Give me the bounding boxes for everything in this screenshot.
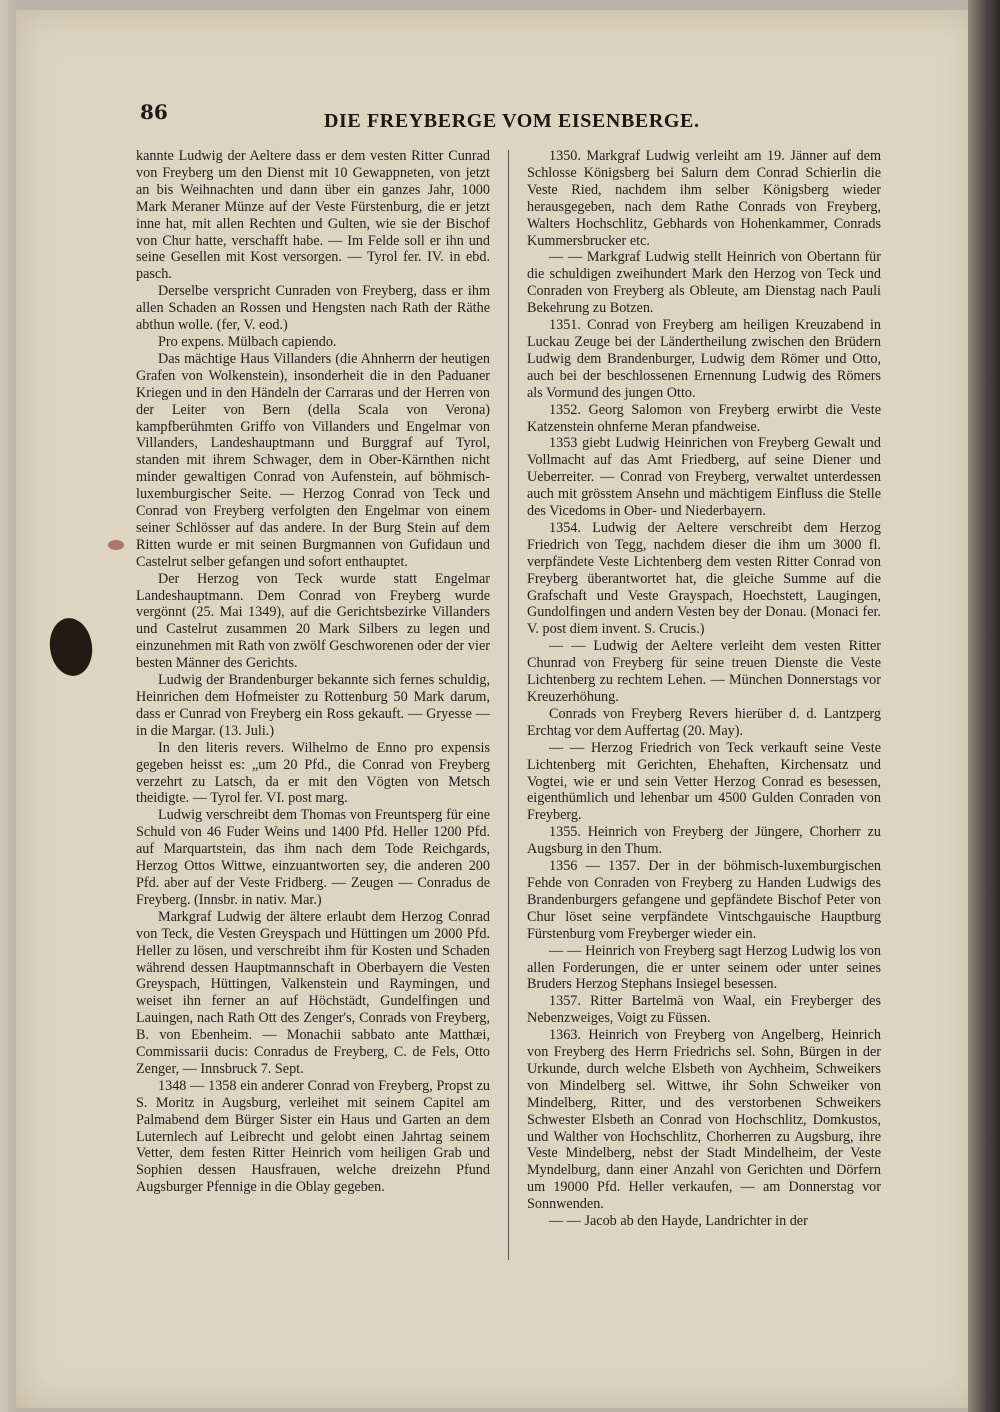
paragraph: 1363. Heinrich von Freyberg von Angelberg, Heinrich von Freyberg des Herrn Friedrichs sel. Sohn, Bürgen in der Urkunde, durch welche Elsbeth von Aychheim, Schweikers von Mindelberg sel. Wittwe, ihr Sohn Schweiker von Mindelberg, Ritter, und des verstorbenen Schweikers Schwester Elsbeth an Conrad von Hochschlitz, Domkustos, und Walther von Hochschlitz, Chorherren zu Augsburg, ihre Veste Mindelberg, nebst der Stadt Mindelheim, der Veste Myndelburg, dann einer Anzahl von Gerichten und Dörfern um 19000 Pfd. Heller verkaufen, — am Donnerstag vor Sonnwenden. [527,1027,881,1213]
paragraph: — — Markgraf Ludwig stellt Heinrich von Obertann für die schuldigen zweihundert Mark den Herzog von Teck und Conraden von Freyberg als Obleute, am Dienstag nach Pauli Bekehrung zu Botzen. [527,249,881,317]
paragraph: 1348 — 1358 ein anderer Conrad von Freyberg, Propst zu S. Moritz in Augsburg, verleihet mit seinem Capitel am Palmabend dem Bürger Sister ein Haus und Garten an dem Luternlech auf Leibrecht und gelobt einen Jahrtag seinem Vetter, dem festen Ritter Heinrich vom heiligen Grab und Sophien dessen Hausfrauen, welche dreizehn Pfund Augsburger Pfennige in die Oblay gegeben. [136,1077,490,1196]
paragraph: 1350. Markgraf Ludwig verleiht am 19. Jänner auf dem Schlosse Königsberg bei Salurn dem Conrad Schierlin die Veste Ried, nachdem ihm selber Königsberg wieder herausgegeben, nach dem Rathe Conrads von Freyberg, Walters Hochschlitz, Gebhards von Hohenkammer, Conrads Kummersbrucker etc. [527,148,881,249]
paragraph: 1356 — 1357. Der in der böhmisch-luxemburgischen Fehde von Conraden von Freyberg zu Handen Ludwigs des Brandenburgers gefangene und gepfändete Bischof Peter von Chur löset seine verpfändete Vintschgauische Hauptburg Fürstenburg vom Freyberger wieder ein. [527,858,881,942]
page-header [140,98,700,138]
running-title: DIE FREYBERGE VOM EISENBERGE. [324,110,700,132]
paragraph: — — Heinrich von Freyberg sagt Herzog Ludwig los von allen Forderungen, die er unter seinem oder unter seines Bruders Herzog Stephans Insiegel besessen. [527,942,881,993]
paragraph: Ludwig der Brandenburger bekannte sich fernes schuldig, Heinrichen dem Hofmeister zu Rottenburg 50 Mark darum, dass er Cunrad von Freyberg ein Ross gekauft. — Gryesse — in die Margar. (13. Juli.) [136,672,490,739]
paragraph: 1355. Heinrich von Freyberg der Jüngere, Chorherr zu Augsburg in den Thum. [527,824,881,858]
paragraph: 1353 giebt Ludwig Heinrichen von Freyberg Gewalt und Vollmacht auf das Amt Friedberg, auf seine Diener und Ueberreiter. — Conrad von Freyberg, verwaltet unterdessen auch mit grösstem Ansehn und mächtigem Einfluss die Stelle des Vicedoms in Ober- und Niederbayern. [527,435,881,520]
paragraph: Derselbe verspricht Cunraden von Freyberg, dass er ihm allen Schaden an Rossen und Hengsten nach Rath der Räthe abthun wolle. (fer, V. eod.) [136,283,490,334]
paragraph: Markgraf Ludwig der ältere erlaubt dem Herzog Conrad von Teck, die Vesten Greyspach und Hüttingen um 2000 Pfd. Heller zu lösen, und verschreibt ihm für Kosten und Schaden während dessen Hauptmannschaft in Oberbayern die Vesten Greyspach, Hüttingen, Valkenstein und Raymingen, und weiset ihn ferner an auf Höchstädt, Gundelfingen und Lauingen, nach Rath Ott des Zenger's, Conrads von Freyberg, B. von Ebenheim. — Monachii sabbato ante Matthæi, Commissarii ducis: Conradus de Freyberg, C. de Fels, Otto Zenger, — Innsbruck 7. Sept. [136,908,490,1077]
paragraph: 1352. Georg Salomon von Freyberg erwirbt die Veste Katzenstein ohnferne Meran pfandweise. [527,401,881,435]
paragraph: Conrads von Freyberg Revers hierüber d. d. Lantzperg Erchtag vor dem Auffertag (20. May). [527,705,881,739]
paragraph: — — Jacob ab den Hayde, Landrichter in der [549,1213,808,1230]
paragraph: Das mächtige Haus Villanders (die Ahnherrn der heutigen Grafen von Wolkenstein), insonderheit die in den Paduaner Kriegen und in den Händeln der Carraras und der Herren von der Leiter von Bern (della Scala von Verona) kampfberühmten Griffo von Villanders und Engelmar von Villanders, Landeshauptmann und Burggraf auf Tyrol, standen mit ihrem Schwager, dem in Ober-Kärnthen nicht minder gewaltigen Conrad von Aufenstein, auf böhmisch-luxemburgischer Seite. — Herzog Conrad von Teck und Conrad von Freyberg verfolgten den Engelmar von einem seiner Schlösser auf das andere. In der Burg Stein auf dem Ritten wurde er mit seinen Burgmannen von Gufidaun und Castelrut selber gefangen und sofort enthauptet. [136,350,490,570]
paragraph: kannte Ludwig der Aeltere dass er dem vesten Ritter Cunrad von Freyberg um den Dienst mit 10 Gewappneten, von jetzt an bis Weihnachten und dann über ein ganzes Jahr, 1000 Mark Meraner Münze auf der Veste Fürstenburg, die er jetzt inne hat, mit allen Rechten und Gulten, wie sie der Bischof von Chur hatte, verschafft habe. — Im Felde soll er ihn und seine Gesellen mit Kost versorgen. — Tyrol fer. IV. in ebd. pasch. [136,148,490,283]
paragraph: Pro expens. Mülbach capiendo. [158,333,337,350]
page-number: 86 [140,100,168,124]
paragraph: — — Herzog Friedrich von Teck verkauft seine Veste Lichtenberg mit Gerichten, Ehehaften, Kirchensatz und Vogtei, wie er und sein Vetter Herzog Conrad es besessen, eigenthümlich und lehenbar um 4500 Gulden Conraden von Freyberg. [527,739,881,824]
paragraph: Ludwig verschreibt dem Thomas von Freuntsperg für eine Schuld von 46 Fuder Weins und 1400 Pfd. Heller 1200 Pfd. auf Marquartstein, das ihm nach dem Tode Reichgards, Herzog Ottos Wittwe, einzuantworten sey, die anderen 200 Pfd. aber auf der Veste Fridberg. — Zeugen — Conradus de Freyberg. (Innsbr. in nativ. Mar.) [136,807,490,908]
ink-mark [108,540,124,550]
paragraph: 1357. Ritter Bartelmä von Waal, ein Freyberger des Nebenzweiges, Voigt zu Füssen. [527,993,881,1027]
paragraph: Der Herzog von Teck wurde statt Engelmar Landeshauptmann. Dem Conrad von Freyberg wurde vergönnt (25. Mai 1349), auf die Gerichtsbezirke Villanders und Castelrut zusammen 20 Mark Silbers zu legen und einzunehmen mit Rath von zwölf Geschworenen oder der vier besten Männer des Gerichts. [136,570,490,672]
paragraph: — — Ludwig der Aeltere verleiht dem vesten Ritter Chunrad von Freyberg für seine treuen Dienste die Veste Lichtenberg zu rechtem Lehen. — München Donnerstags vor Kreuzerhöhung. [527,638,881,705]
left-column [136,148,490,1196]
right-column [527,148,881,1230]
paragraph: 1351. Conrad von Freyberg am heiligen Kreuzabend in Luckau Zeuge bei der Ländertheilung zwischen den Brüdern Ludwig dem Brandenburger, Ludwig dem Römer und Otto, auch bei der beschlossenen Ernennung Ludwig des Römers als Vormund des jungen Otto. [527,317,881,401]
paragraph: In den literis revers. Wilhelmo de Enno pro expensis gegeben heisst es: „um 20 Pfd., die Conrad von Freyberg verzehrt zu Latsch, da er mit den Vögten von Metsch theidigte. — Tyrol fer. VI. post marg. [136,739,490,807]
book-spine-shadow [968,0,1000,1412]
paragraph: 1354. Ludwig der Aeltere verschreibt dem Herzog Friedrich von Tegg, nachdem dieser die ihm um 3000 fl. verpfändete Veste Lichtenberg dem vesten Ritter Conrad von Freyberg überantwortet hat, die gleiche Summe auf die Grafschaft und Veste Grayspach, Hoechstett, Laugingen, Gundolfingen und andern Vesten bey der Donau. (Monaci fer. V. post diem invent. S. Crucis.) [527,519,881,638]
column-divider [508,150,509,1260]
